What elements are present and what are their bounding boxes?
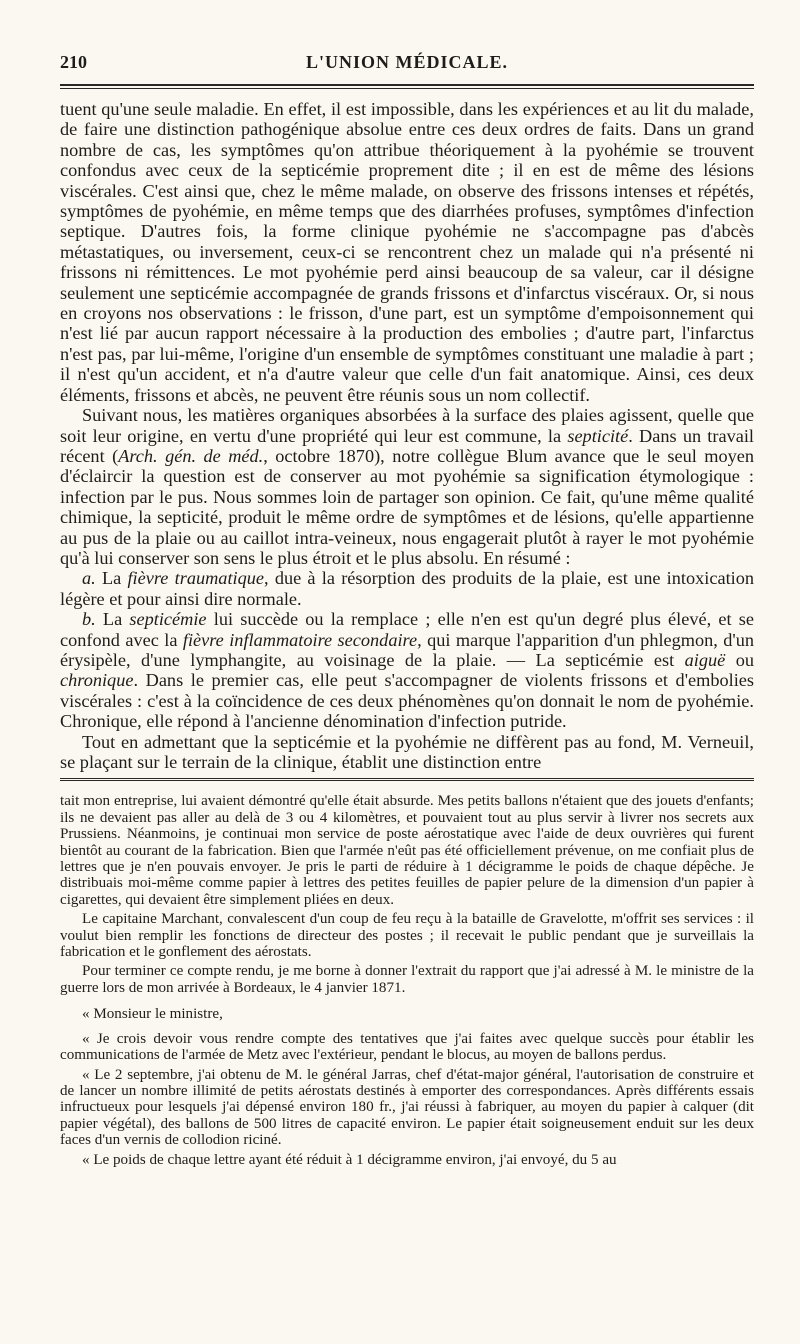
footnote-paragraph-7: « Le poids de chaque lettre ayant été réduit à 1 décigramme environ, j'ai envoyé, du 5 au — [82, 1151, 617, 1168]
main-text — [60, 99, 754, 772]
page-header — [60, 52, 754, 86]
list-item-b: b. La septicémie lui succède ou la remplace ; elle n'en est qu'un degré plus élevé, et se confond avec la fièvre inflammatoire secondaire, qui marque l'apparition d'un phlegmon, d'un érysipèle, d'une lymphangite, au voisinage de la plaie. — La septicémie est aiguë ou chronique. Dans le premier cas, elle peut s'accompagner de violents frissons et d'embolies viscérales : c'est à la coïncidence de ces deux phénomènes qu'on donnait le nom de pyohémie. Chronique, elle répond à l'ancienne dénomination d'infection putride. — [60, 609, 755, 732]
footnote-salutation: « Monsieur le ministre, — [82, 1006, 223, 1023]
paragraph-2: Suivant nous, les matières organiques absorbées à la surface des plaies agissent, quelle que soit leur origine, en vertu d'une propriété qui leur est commune, la septicité. Dans un travail récent (Arch. gén. de méd., octobre 1870), notre collègue Blum avance que le seul moyen d'éclaircir la question est de conserver au mot pyohémie sa signification étymologique : infection par le pus. Nous sommes loin de partager son opinion. Ce fait, qu'une même qualité chimique, la septicité, produit le même ordre de symptômes et de lésions, qu'elle appartienne au pus de la plaie ou au caillot intra-veineux, nous engagerait plutôt à rayer le mot pyohémie qu'à lui conserver son sens le plus étroit et le plus absolu. En résumé : — [60, 405, 755, 568]
page — [60, 52, 754, 1171]
running-title: L'UNION MÉDICALE. — [305, 52, 509, 72]
list-marker-b: b. — [82, 609, 96, 630]
paragraph-1: tuent qu'une seule maladie. En effet, il est impossible, dans les expériences et au lit du malade, de faire une distinction pathogénique absolue entre ces deux ordres de faits. Dans un grand nombre de cas, les symptômes qu'on attribue théoriquement à la pyohémie se trouvent confondus avec ceux de la septicémie proprement dite ; il en est de même des lésions viscérales. C'est ainsi que, chez le même malade, on observe des frissons intenses et répétés, symptômes de pyohémie, en même temps que des diarrhées profuses, symptômes d'infection septique. D'autres fois, la forme clinique pyohémie ne s'accompagne pas d'abcès métastatiques, ou inversement, ceux-ci se rencontrent chez un malade qui n'a présenté ni frissons ni rémittences. Le mot pyohémie perd ainsi beaucoup de sa valeur, car il désigne seulement une septicémie accompagnée de grands frissons et d'infarctus viscéraux. Or, si nous en croyons nos observations : le frisson, d'une part, est un symptôme d'empoisonnement qui n'est lié par aucun rapport nécessaire à la production des embolies ; d'autre part, l'infarctus n'est pas, par lui-même, l'origine d'un ensemble de symptômes constituant une maladie à part ; il n'est qu'un accident, et n'a d'autre valeur que celle d'un fait anatomique. Ainsi, ces deux éléments, frissons et abcès, ne peuvent être réunis sous un nom collectif. — [60, 99, 754, 405]
footnote-paragraph-6: « Le 2 septembre, j'ai obtenu de M. le général Jarras, chef d'état-major général, l'autorisation de construire et de lancer un nombre illimité de petits aérostats destinés à emporter des correspondances. Après différents essais infructueux pour lesquels j'ai dépensé environ 180 fr., j'ai réussi à fabriquer, au moyen du papier à calquer (dit papier végétal), des ballons de 500 litres de capacité environ. Le papier était soigneusement enduit sur les deux faces d'un vernis de collodion riciné. — [60, 1066, 754, 1149]
list-item-a: a. La fièvre traumatique, due à la résorption des produits de la plaie, est une intoxication légère et pour ainsi dire normale. — [60, 568, 755, 609]
footnote-paragraph-5: « Je crois devoir vous rendre compte des tentatives que j'ai faites avec quelque succès pour établir les communications de l'armée de Metz avec l'extérieur, pendant le blocus, au moyen de ballons perdus. — [60, 1030, 754, 1064]
footnote — [60, 793, 754, 1168]
footnote-separator — [60, 778, 754, 783]
paragraph-last: Tout en admettant que la septicémie et la pyohémie ne diffèrent pas au fond, M. Verneuil, se plaçant sur le terrain de la clinique, établit une distinction entre — [60, 731, 754, 772]
page-number: 210 — [60, 52, 87, 72]
footnote-paragraph-1: tait mon entreprise, lui avaient démontré qu'elle était absurde. Mes petits ballons n'étaient que des jouets d'enfants; ils ne devaient pas aller au delà de 3 ou 4 kilomètres, et pouvaient tout au plus servir à livrer nos secrets aux Prussiens. Néanmoins, je continuai mon service de poste aérostatique avec l'aide de deux ouvrières qui furent bientôt au courant de la fabrication. Bien que l'armée n'eût pas été officiellement prévenue, on me confiait plus de lettres que je n'en pouvais envoyer. Je pris le parti de réduire à 1 décigramme le poids de chaque dépêche. Je distribuais moi-même comme papier à lettres des petites feuilles de papier pelure de la dimension d'un papier à cigarettes, qui devaient être simplement pliées en deux. — [60, 793, 754, 908]
header-rule — [60, 88, 754, 89]
list-marker-a: a. — [82, 568, 96, 589]
footnote-paragraph-2: Le capitaine Marchant, convalescent d'un coup de feu reçu à la bataille de Gravelotte, m'offrit ses services : il voulut bien remplir les fonctions de directeur des postes ; il recevait le public pendant que je surveillais la fabrication et le gonflement des aérostats. — [60, 911, 754, 961]
footnote-paragraph-3: Pour terminer ce compte rendu, je me borne à donner l'extrait du rapport que j'ai adressé à M. le ministre de la guerre lors de mon arrivée à Bordeaux, le 4 janvier 1871. — [60, 963, 754, 996]
